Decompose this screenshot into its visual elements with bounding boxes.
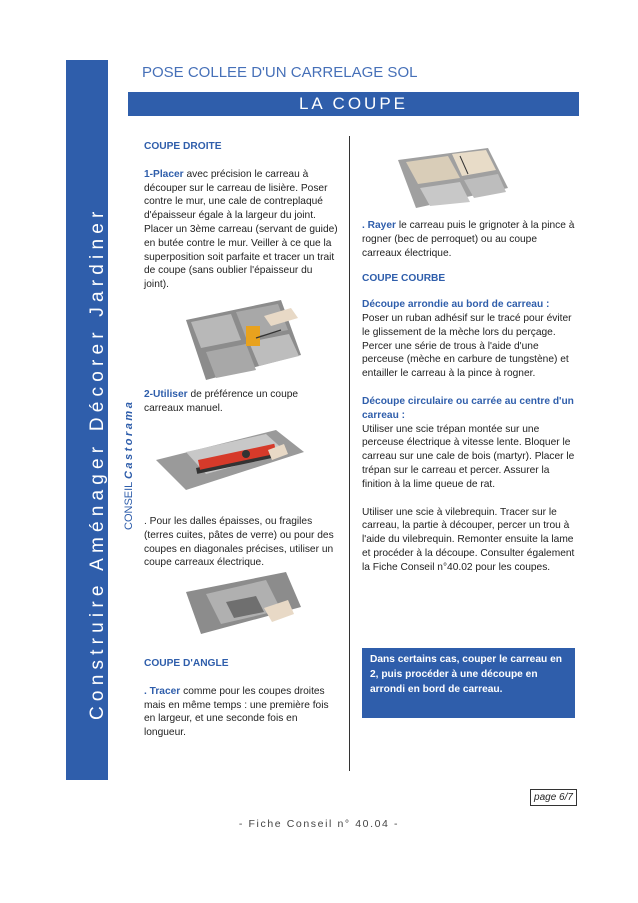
illustration-electric-cutter — [186, 572, 301, 642]
sub-vilebrequin-text: Utiliser une scie à vilebrequin. Tracer sur le carreau, la partie à découper, percer un trou à l'aide du vilebrequin. Remonter ensuite la lame et procéder à la découpe. Consulter également la Fiche Conseil n°40.02 pour les coupes. — [362, 506, 575, 573]
conseil-brand: Castorama — [123, 399, 135, 480]
section-title: LA COUPE — [298, 94, 409, 113]
angle-section — [144, 657, 339, 740]
heading-coupe-courbe: COUPE COURBE — [362, 273, 446, 285]
step-rayer-keyword: . Rayer — [362, 220, 396, 231]
page-title: POSE COLLEE D'UN CARRELAGE SOL — [142, 64, 418, 81]
sidebar-conseil — [123, 400, 135, 530]
sub-arrondie-text: Poser un ruban adhésif sur le tracé pour éviter le glissement de la mèche lors du perçage. Percer une série de trous à l'aide d'une perceuse (mèche en carbure de tungstène) et entailler le carreau à la pince à rogner. — [362, 312, 572, 380]
step-rayer-text: le carreau puis le grignoter à la pince à rogner (bec de perroquet) ou au coupe carreaux électrique. — [362, 220, 575, 259]
footer-fiche: - Fiche Conseil n° 40.04 - — [238, 818, 400, 830]
section-banner — [128, 92, 579, 116]
column-divider — [349, 136, 350, 771]
sidebar-conseil-strip — [110, 60, 124, 780]
step-2-keyword: 2-Utiliser — [144, 389, 188, 400]
step-1 — [144, 168, 339, 292]
heading-coupe-angle: COUPE D'ANGLE — [144, 658, 229, 669]
illustration-corner-cut — [398, 148, 508, 208]
step-2 — [144, 388, 339, 416]
sidebar-title: Construire Aménager Décorer Jardiner — [87, 206, 108, 720]
page-number: page 6/7 — [530, 789, 577, 806]
step-2-text: de préférence un coupe carreaux manuel. — [144, 389, 299, 414]
step-3: . Pour les dalles épaisses, ou fragiles (terres cuites, pâtes de verre) ou pour des coupes en diagonales précises, utiliser un coupe carreaux électrique. — [144, 516, 334, 569]
step-4 — [144, 685, 339, 740]
step-4-keyword: . Tracer — [144, 685, 181, 697]
left-column — [144, 140, 339, 292]
sub-heading-arrondie: Découpe arrondie au bord de carreau : — [362, 299, 550, 311]
illustration-marking-tile — [186, 300, 301, 380]
sub-circulaire-text: Utiliser une scie trépan montée sur une perceuse électrique à vitesse lente. Bloquer le carreau sur une cale de bois (martyr). Placer le trépan sur le carreau et percer. Assurer la finition à la lime queue de rat. — [362, 423, 575, 490]
step-1-text: avec précision le carreau à découper sur le carreau de lisière. Poser contre le mur, une cale de contreplaqué d'épaisseur égale à la largeur du joint. Placer un 3ème carreau (servant de guide) en butée contre le mur. Veiller à ce que la superposition soit parfaite et tracer un trait de coupe (sans oublier l'épaisseur du joint). — [144, 168, 338, 291]
step-4-text: comme pour les coupes droites mais en même temps : une première fois en largeur, et une seconde fois en longueur. — [144, 685, 329, 739]
illustration-tile-cutter — [156, 430, 304, 498]
conseil-prefix: CONSEIL — [123, 482, 135, 530]
step-1-keyword: 1-Placer — [144, 168, 184, 180]
note-box: Dans certains cas, couper le carreau en 2, puis procéder à une découpe en arrondi en bord de carreau. — [362, 648, 575, 718]
step-rayer — [362, 219, 577, 260]
right-column — [362, 219, 577, 575]
heading-coupe-droite: COUPE DROITE — [144, 141, 222, 152]
sub-heading-circulaire: Découpe circulaire ou carrée au centre d'un carreau : — [362, 395, 574, 421]
